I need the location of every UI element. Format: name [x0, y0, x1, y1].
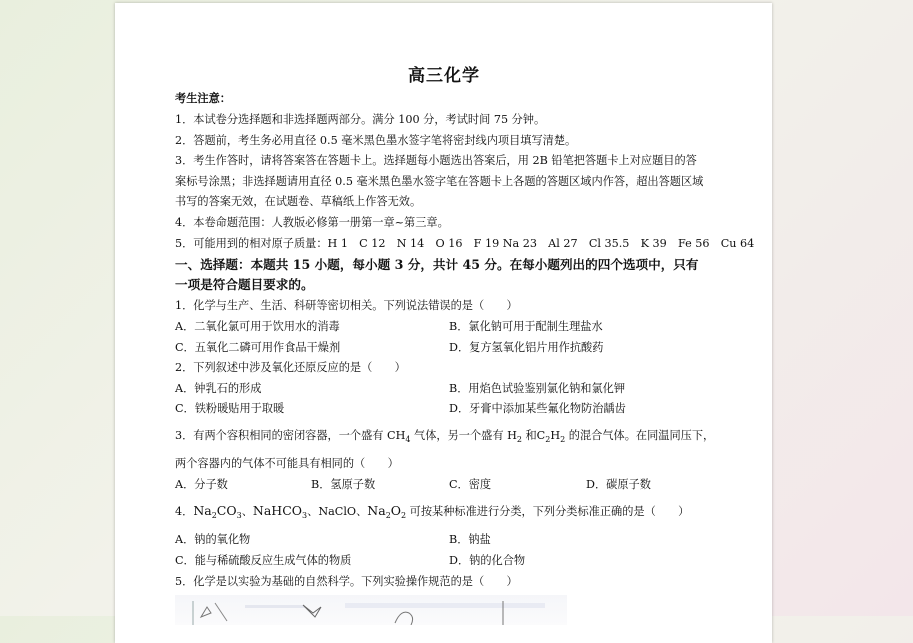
notice-item-2: 2．答题前，考生务必用直径 0.5 毫米黑色墨水签字笔将密封线内项目填写清楚。 — [175, 134, 577, 147]
notice-heading: 考生注意： — [175, 91, 231, 105]
q1-stem: 1．化学与生产、生活、科研等密切相关。下列说法错误的是（ ） — [175, 299, 518, 312]
notice-item-3: 3．考生作答时，请将答案答在答题卡上。选择题每小题选出答案后，用 2B 铅笔把答题卡上对应题目的答 — [175, 154, 697, 167]
q5-apparatus-figure — [175, 595, 567, 625]
q2-option-d: D．牙膏中添加某些氟化物防治龋齿 — [449, 402, 626, 415]
q3-stem: 3．有两个容积相同的密闭容器，一个盛有 $CH_4$ 气体，另一个盛有 $H_2$ 和$C_2H_2$ 的混合气体。在同温同压下， — [175, 429, 715, 444]
q4-option-d: D．钠的化合物 — [449, 554, 526, 567]
exam-page — [115, 3, 772, 643]
section-heading-line1: 一、选择题：本题共 15 小题，每小题 3 分，共计 45 分。在每小题列出的四个选项中，只有 — [175, 257, 699, 272]
q4-stem: 4．$Na_2CO_3$、NaHCO$_3$、NaClO、$Na_2O_2$ 可按某种标准进行分类，下列分类标准正确的是（ ） — [175, 503, 690, 520]
q2-option-b: B．用焰色试验鉴别氯化钠和氯化钾 — [449, 382, 626, 395]
page-title: 高三化学 — [408, 66, 480, 86]
q1-option-a: A．二氧化氯可用于饮用水的消毒 — [175, 320, 340, 333]
q3-option-a: A．分子数 — [175, 478, 228, 491]
q3-option-b: B．氢原子数 — [311, 478, 376, 491]
q4-option-a: A．钠的氧化物 — [175, 533, 251, 546]
q2-option-a: A．钟乳石的形成 — [175, 382, 262, 395]
apparatus-drawing — [175, 595, 567, 625]
notice-item-1: 1．本试卷分选择题和非选择题两部分。满分 100 分，考试时间 75 分钟。 — [175, 113, 546, 126]
q5-stem: 5．化学是以实验为基础的自然科学。下列实验操作规范的是（ ） — [175, 575, 518, 588]
q2-stem: 2．下列叙述中涉及氧化还原反应的是（ ） — [175, 361, 406, 374]
notice-item-4: 4．本卷命题范围：人教版必修第一册第一章~第三章。 — [175, 216, 449, 229]
q4-option-c: C．能与稀硫酸反应生成气体的物质 — [175, 554, 352, 567]
notice-item-3-cont1: 案标号涂黑；非选择题请用直径 0.5 毫米黑色墨水签字笔在答题卡上各题的答题区域内作答，超出答题区域 — [175, 175, 704, 188]
q1-option-d: D．复方氢氧化铝片用作抗酸药 — [449, 341, 604, 354]
q1-option-b: B．氯化钠可用于配制生理盐水 — [449, 320, 603, 333]
notice-item-3-cont2: 书写的答案无效，在试题卷、草稿纸上作答无效。 — [175, 195, 422, 208]
q3-option-c: C．密度 — [449, 478, 492, 491]
q1-option-c: C．五氧化二磷可用作食品干燥剂 — [175, 341, 341, 354]
q2-option-c: C．铁粉暖贴用于取暖 — [175, 402, 285, 415]
q4-option-b: B．钠盐 — [449, 533, 491, 546]
notice-item-5: 5．可能用到的相对原子质量：H 1 C 12 N 14 O 16 F 19 Na 23 Al 27 Cl 35.5 K 39 Fe 56 Cu 64 — [175, 237, 755, 250]
q3-option-d: D．碳原子数 — [586, 478, 651, 491]
q3-stem-line2: 两个容器内的气体不可能具有相同的（ ） — [175, 457, 399, 470]
section-heading-line2: 一项是符合题目要求的。 — [175, 277, 314, 292]
